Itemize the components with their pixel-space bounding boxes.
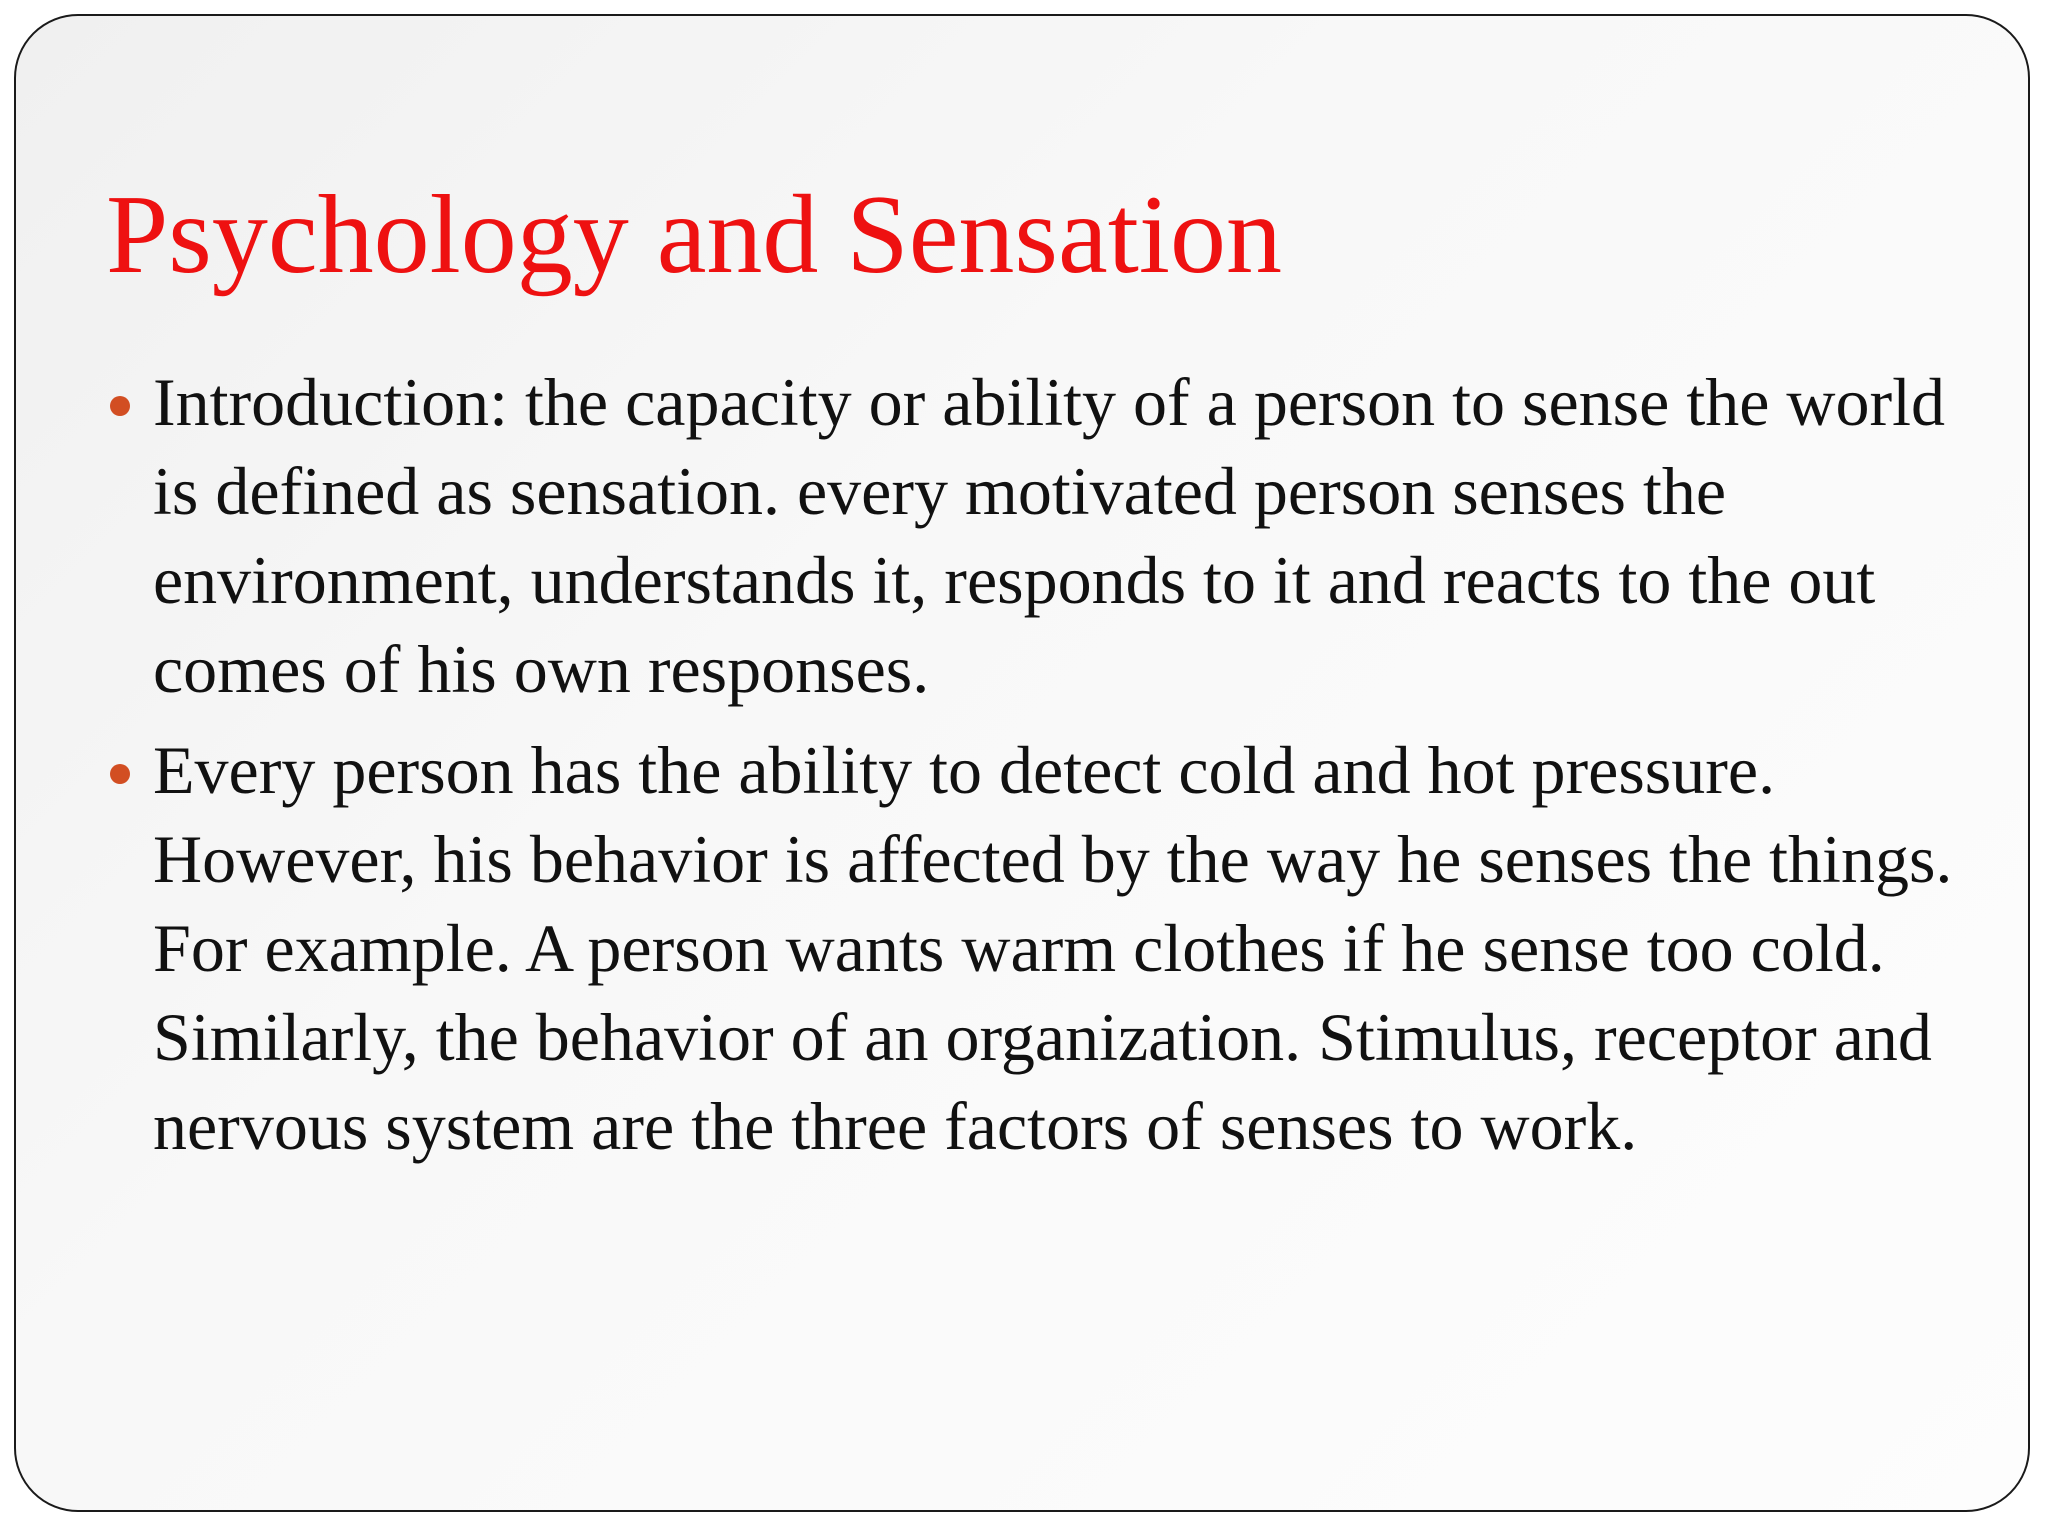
bullet-text: Every person has the ability to detect cold and hot pressure. However, his behavior is affected by the way he senses the things. For example. A person wants warm clothes if he sense too cold. Similarly, the behavior of an organization. Stimulus, receptor and nervous system are the three factors of senses to work. [153,732,1953,1164]
bullet-item [16,726,2016,1171]
bullet-dot-icon [110,396,130,416]
slide-title: Psychology and Sensation [106,173,1282,297]
bullet-item [16,358,2016,714]
bullet-dot-icon [110,764,130,784]
bullet-text: Introduction: the capacity or ability of a person to sense the world is defined as sensation. every motivated person senses the environment, understands it, responds to it and reacts to the out comes of his own responses. [153,364,1946,707]
bullet-list [16,358,2016,1183]
slide [14,14,2030,1512]
